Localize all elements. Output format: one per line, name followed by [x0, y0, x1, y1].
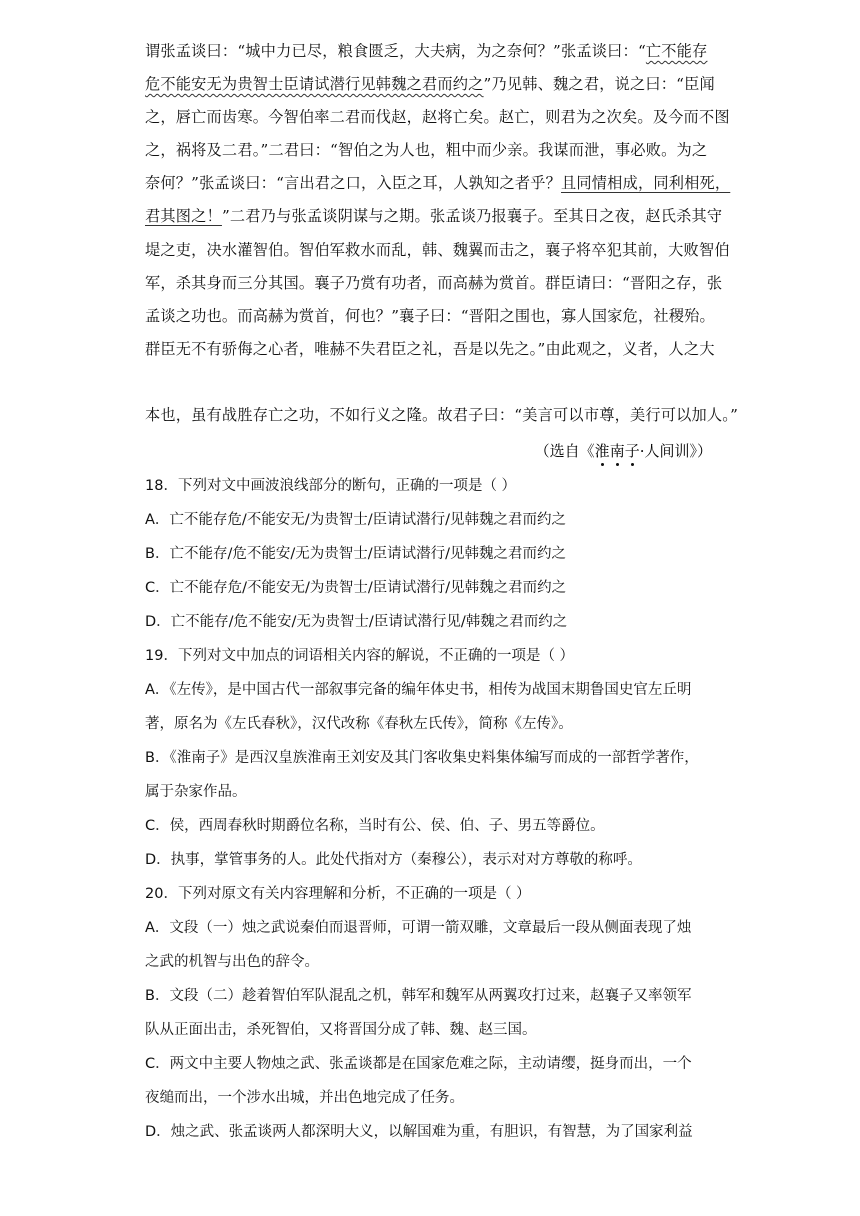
source-text: （选自《 [534, 442, 595, 460]
source-text: ·人间训》） [639, 442, 712, 460]
question-20-option-b-cont[interactable]: 队从正面出击，杀死智伯，又将晋国分成了韩、魏、赵三国。 [145, 1022, 537, 1038]
question-18-option-b[interactable]: B．亡不能存/危不能安/无为贵智士/臣请试潜行/见韩魏之君而约之 [145, 546, 566, 562]
question-18-option-d[interactable]: D．亡不能存/危不能安/无为贵智士/臣请试潜行见/韩魏之君而约之 [145, 614, 568, 630]
underlined-text: 君其图之！ [145, 207, 222, 225]
passage-line-3: 之，唇亡而齿寒。今智伯率二君而伐赵，赵将亡矣。赵亡，则君为之次矣。及今而不图 [145, 108, 730, 126]
passage-line-5 [145, 168, 731, 198]
question-19-option-b-cont[interactable]: 属于杂家作品。 [145, 784, 247, 800]
question-19-stem: 19．下列对文中加点的词语相关内容的解说，不正确的一项是（ ） [145, 648, 575, 664]
wavy-underline-text: 亡不能存 [645, 42, 708, 60]
wavy-underline-text: 危不能安无为贵智士臣请试潜行见韩魏之君而约之 [145, 75, 484, 93]
question-19-option-b[interactable]: B．《淮南子》是西汉皇族淮南王刘安及其门客收集史料集体编写而成的一部哲学著作， [145, 750, 699, 766]
question-20-option-a[interactable]: A．文段（一）烛之武说秦伯而退晋师，可谓一箭双雕，文章最后一段从侧面表现了烛 [145, 920, 692, 936]
question-20-option-a-cont[interactable]: 之武的机智与出色的辞令。 [145, 954, 319, 970]
passage-line-1 [145, 36, 715, 66]
question-20-option-c-cont[interactable]: 夜缒而出，一个涉水出城，并出色地完成了任务。 [145, 1090, 464, 1106]
question-18-option-c[interactable]: C．亡不能存危/不能安无/为贵智士/臣请试潜行/见韩魏之君而约之 [145, 580, 567, 596]
passage-text: 奈何？”张孟谈曰：“言出君之口，入臣之耳，人孰知之者乎？ [145, 174, 562, 192]
passage-line-11: 本也，虽有战胜存亡之功，不如行义之隆。故君子曰：“美言可以市尊，美行可以加人。” [145, 406, 739, 424]
passage-line-2 [145, 69, 715, 99]
dotted-char: 南 [609, 442, 625, 460]
passage-line-6 [145, 201, 723, 231]
dotted-char: 淮 [594, 442, 610, 460]
passage-line-9: 孟谈之功也。而高赫为赏首，何也？”襄子曰：“晋阳之围也，寡人国家危，社稷殆。 [145, 307, 715, 325]
dotted-char: 子 [624, 442, 640, 460]
passage-line-4: 之，祸将及二君。”二君曰：“智伯之为人也，粗中而少亲。我谋而泄，事必败。为之 [145, 141, 708, 159]
question-20-option-b[interactable]: B．文段（二）趁着智伯军队混乱之机，韩军和魏军从两翼攻打过来，赵襄子又率领军 [145, 988, 692, 1004]
question-19-option-c[interactable]: C．侯，西周春秋时期爵位名称，当时有公、侯、伯、子、男五等爵位。 [145, 818, 605, 834]
question-20-option-d[interactable]: D．烛之武、张孟谈两人都深明大义，以解国难为重，有胆识，有智慧，为了国家利益 [145, 1124, 693, 1140]
question-20-stem: 20．下列对原文有关内容理解和分析，不正确的一项是（ ） [145, 886, 531, 902]
passage-text: 谓张孟谈曰：“城中力已尽，粮食匮乏，大夫病，为之奈何？”张孟谈曰：“ [145, 42, 646, 60]
question-19-option-a-cont[interactable]: 著，原名为《左氏春秋》，汉代改称《春秋左氏传》，简称《左传》。 [145, 716, 573, 732]
underlined-text: 且同情相成，同利相死， [561, 174, 731, 192]
passage-line-7: 堤之吏，决水灌智伯。智伯军救水而乱，韩、魏翼而击之，襄子将卒犯其前，大败智伯 [145, 241, 730, 259]
source-citation [535, 436, 712, 466]
question-18-option-a[interactable]: A．亡不能存危/不能安无/为贵智士/臣请试潜行/见韩魏之君而约之 [145, 512, 566, 528]
question-19-option-d[interactable]: D．执事，掌管事务的人。此处代指对方（秦穆公），表示对对方尊敬的称呼。 [145, 852, 642, 868]
passage-line-10: 群臣无不有骄侮之心者，唯赫不失君臣之礼，吾是以先之。”由此观之，义者，人之大 [145, 340, 715, 358]
passage-line-8: 军，杀其身而三分其国。襄子乃赏有功者，而高赫为赏首。群臣请曰：“晋阳之存，张 [145, 274, 723, 292]
question-18-stem: 18．下列对文中画波浪线部分的断句，正确的一项是（ ） [145, 478, 517, 494]
passage-text: ”乃见韩、魏之君，说之曰：“臣闻 [483, 75, 715, 93]
question-19-option-a[interactable]: A．《左传》，是中国古代一部叙事完备的编年体史书，相传为战国末期鲁国史官左丘明 [145, 682, 692, 698]
question-20-option-c[interactable]: C．两文中主要人物烛之武、张孟谈都是在国家危难之际，主动请缨，挺身而出，一个 [145, 1056, 692, 1072]
passage-text: ”二君乃与张孟谈阴谋与之期。张孟谈乃报襄子。至其日之夜，赵氏杀其守 [221, 207, 723, 225]
